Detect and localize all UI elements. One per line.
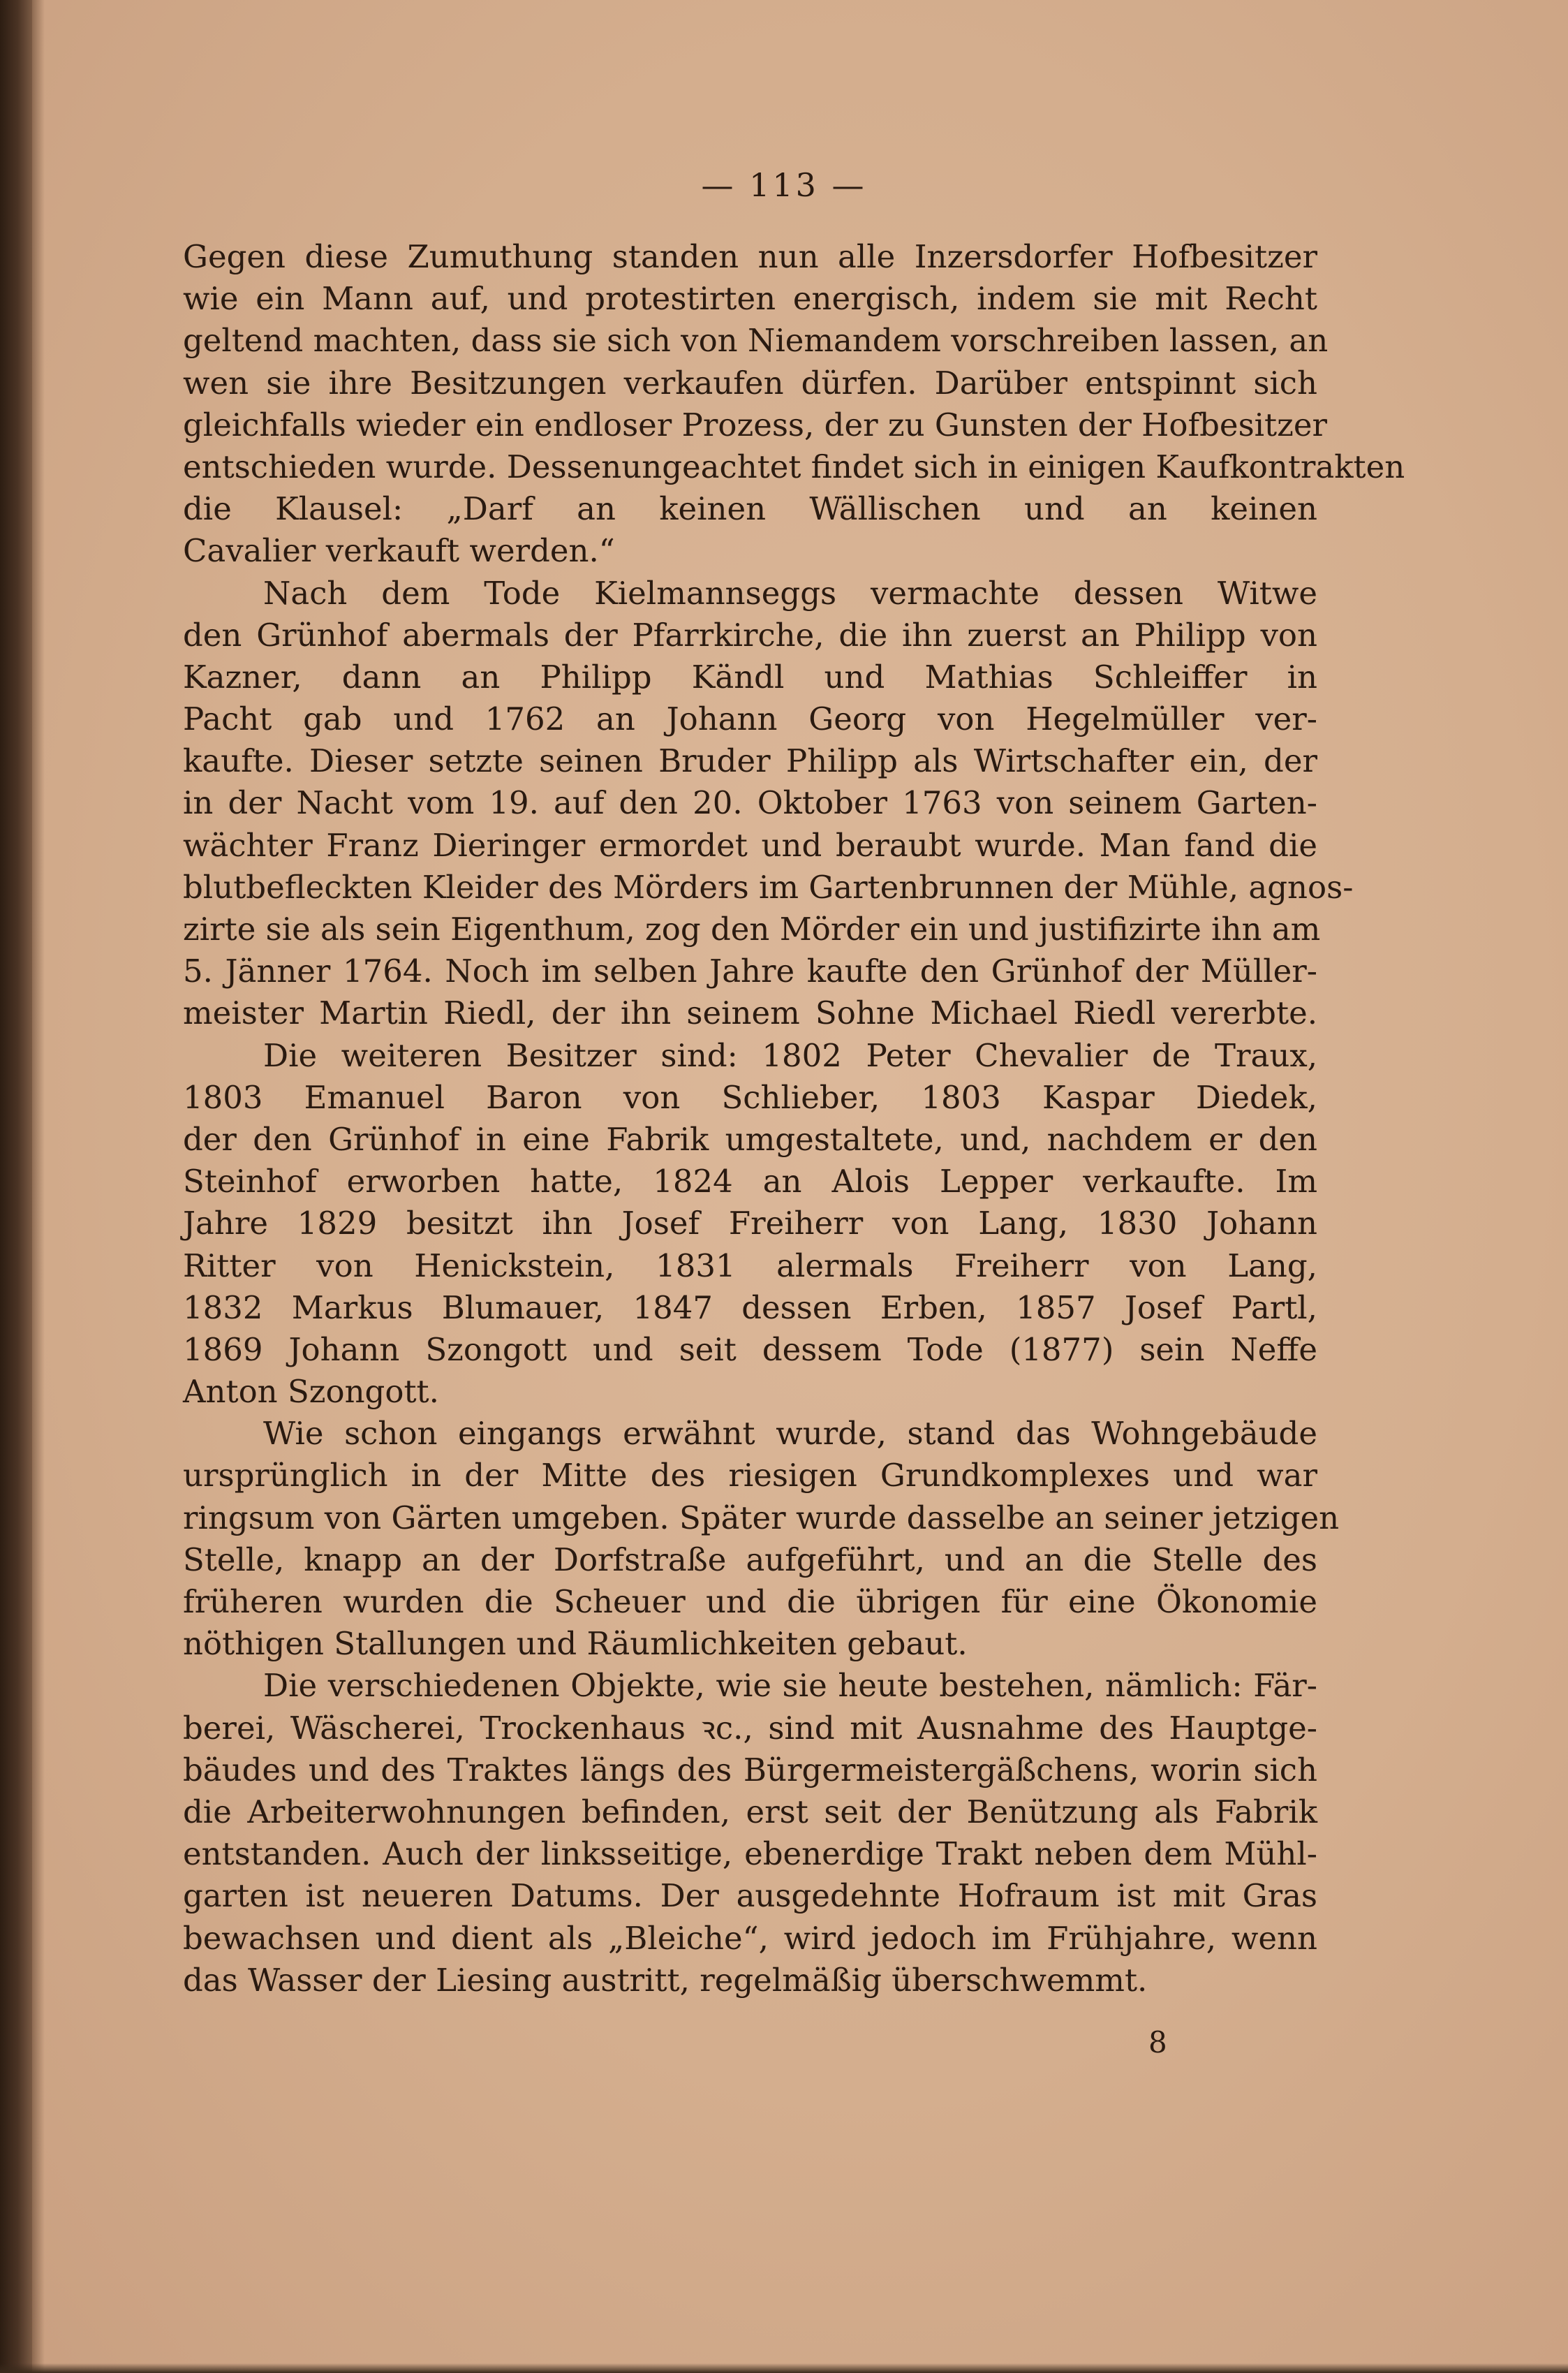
text-line: wen sie ihre Besitzungen verkaufen dürfen. Darüber entspinnt sich	[183, 364, 1317, 402]
text-line: die Klausel: „Darf an keinen Wällischen und an keinen	[183, 490, 1317, 528]
text-line: geltend machten, dass sie sich von Niemandem vorschreiben lassen, an	[183, 322, 1329, 360]
text-line: nöthigen Stallungen und Räumlichkeiten gebaut.	[183, 1625, 968, 1663]
text-line: 1869 Johann Szongott und seit dessem Tode (1877) sein Neffe	[183, 1330, 1317, 1368]
text-line: Pacht gab und 1762 an Johann Georg von Hegelmüller ver-	[183, 700, 1317, 738]
text-line: 5. Jänner 1764. Noch im selben Jahre kaufte den Grünhof der Müller-	[183, 953, 1317, 990]
text-line: früheren wurden die Scheuer und die übrigen für eine Ökonomie	[183, 1583, 1317, 1620]
text-line: Kazner, dann an Philipp Kändl und Mathias Schleiffer in	[183, 658, 1317, 696]
text-line: berei, Wäscherei, Trockenhaus ꝛc., sind mit Ausnahme des Hauptge-	[183, 1709, 1317, 1747]
text-line: Gegen diese Zumuthung standen nun alle Inzersdorfer Hofbesitzer	[183, 238, 1317, 275]
text-line: Stelle, knapp an der Dorfstraße aufgeführt, und an die Stelle des	[183, 1541, 1317, 1578]
text-line: entschieden wurde. Dessenungeachtet findet sich in einigen Kaufkontrakten	[183, 448, 1405, 485]
text-line: Cavalier verkauft werden.“	[183, 532, 615, 570]
text-line: Die weiteren Besitzer sind: 1802 Peter Chevalier de Traux,	[263, 1036, 1317, 1074]
body-text	[183, 236, 1405, 2001]
text-line: die Arbeiterwohnungen befinden, erst seit der Benützung als Fabrik	[183, 1793, 1317, 1830]
text-line: das Wasser der Liesing austritt, regelmäßig überschwemmt.	[183, 1961, 1148, 1999]
text-line: ursprünglich in der Mitte des riesigen Grundkomplexes und war	[183, 1457, 1317, 1494]
text-line: den Grünhof abermals der Pfarrkirche, die ihn zuerst an Philipp von	[183, 616, 1317, 654]
spine-shadow	[32, 0, 45, 2373]
text-line: wächter Franz Dieringer ermordet und beraubt wurde. Man fand die	[183, 826, 1317, 864]
text-line: entstanden. Auch der linksseitige, ebenerdige Trakt neben dem Mühl-	[183, 1835, 1317, 1873]
signature-mark: 8	[1148, 2025, 1167, 2059]
text-line: blutbefleckten Kleider des Mörders im Gartenbrunnen der Mühle, agnos-	[183, 868, 1354, 906]
text-line: bäudes und des Traktes längs des Bürgermeistergäßchens, worin sich	[183, 1751, 1317, 1788]
text-line: kaufte. Dieser setzte seinen Bruder Philipp als Wirtschafter ein, der	[183, 742, 1317, 780]
text-line: ringsum von Gärten umgeben. Später wurde dasselbe an seiner jetzigen	[183, 1499, 1340, 1536]
text-line: garten ist neueren Datums. Der ausgedehnte Hofraum ist mit Gras	[183, 1877, 1317, 1915]
text-line: Anton Szongott.	[183, 1373, 439, 1411]
text-line: gleichfalls wieder ein endloser Prozess, der zu Gunsten der Hofbesitzer	[183, 406, 1327, 443]
text-line: Steinhof erworben hatte, 1824 an Alois Lepper verkaufte. Im	[183, 1163, 1317, 1200]
text-line: Die verschiedenen Objekte, wie sie heute bestehen, nämlich: Fär-	[263, 1667, 1317, 1705]
page-number: — 113 —	[701, 166, 867, 204]
text-line: Ritter von Henickstein, 1831 alermals Freiherr von Lang,	[183, 1247, 1317, 1284]
text-line: in der Nacht vom 19. auf den 20. Oktober 1763 von seinem Garten-	[183, 784, 1317, 822]
text-line: 1803 Emanuel Baron von Schlieber, 1803 Kaspar Diedek,	[183, 1078, 1317, 1116]
text-line: bewachsen und dient als „Bleiche“, wird jedoch im Frühjahre, wenn	[183, 1919, 1317, 1957]
text-line: der den Grünhof in eine Fabrik umgestaltete, und, nachdem er den	[183, 1120, 1317, 1158]
text-line: Wie schon eingangs erwähnt wurde, stand das Wohngebäude	[263, 1415, 1317, 1453]
text-line: meister Martin Riedl, der ihn seinem Sohne Michael Riedl vererbte.	[183, 994, 1317, 1032]
text-line: 1832 Markus Blumauer, 1847 dessen Erben, 1857 Josef Partl,	[183, 1288, 1317, 1326]
text-line: wie ein Mann auf, und protestirten energisch, indem sie mit Recht	[183, 280, 1317, 318]
text-line: Nach dem Tode Kielmannseggs vermachte dessen Witwe	[263, 574, 1317, 612]
page-bottom-edge	[0, 2363, 1568, 2373]
text-line: Jahre 1829 besitzt ihn Josef Freiherr von Lang, 1830 Johann	[183, 1205, 1317, 1242]
book-spine	[0, 0, 32, 2373]
text-line: zirte sie als sein Eigenthum, zog den Mörder ein und justifizirte ihn am	[183, 911, 1321, 948]
